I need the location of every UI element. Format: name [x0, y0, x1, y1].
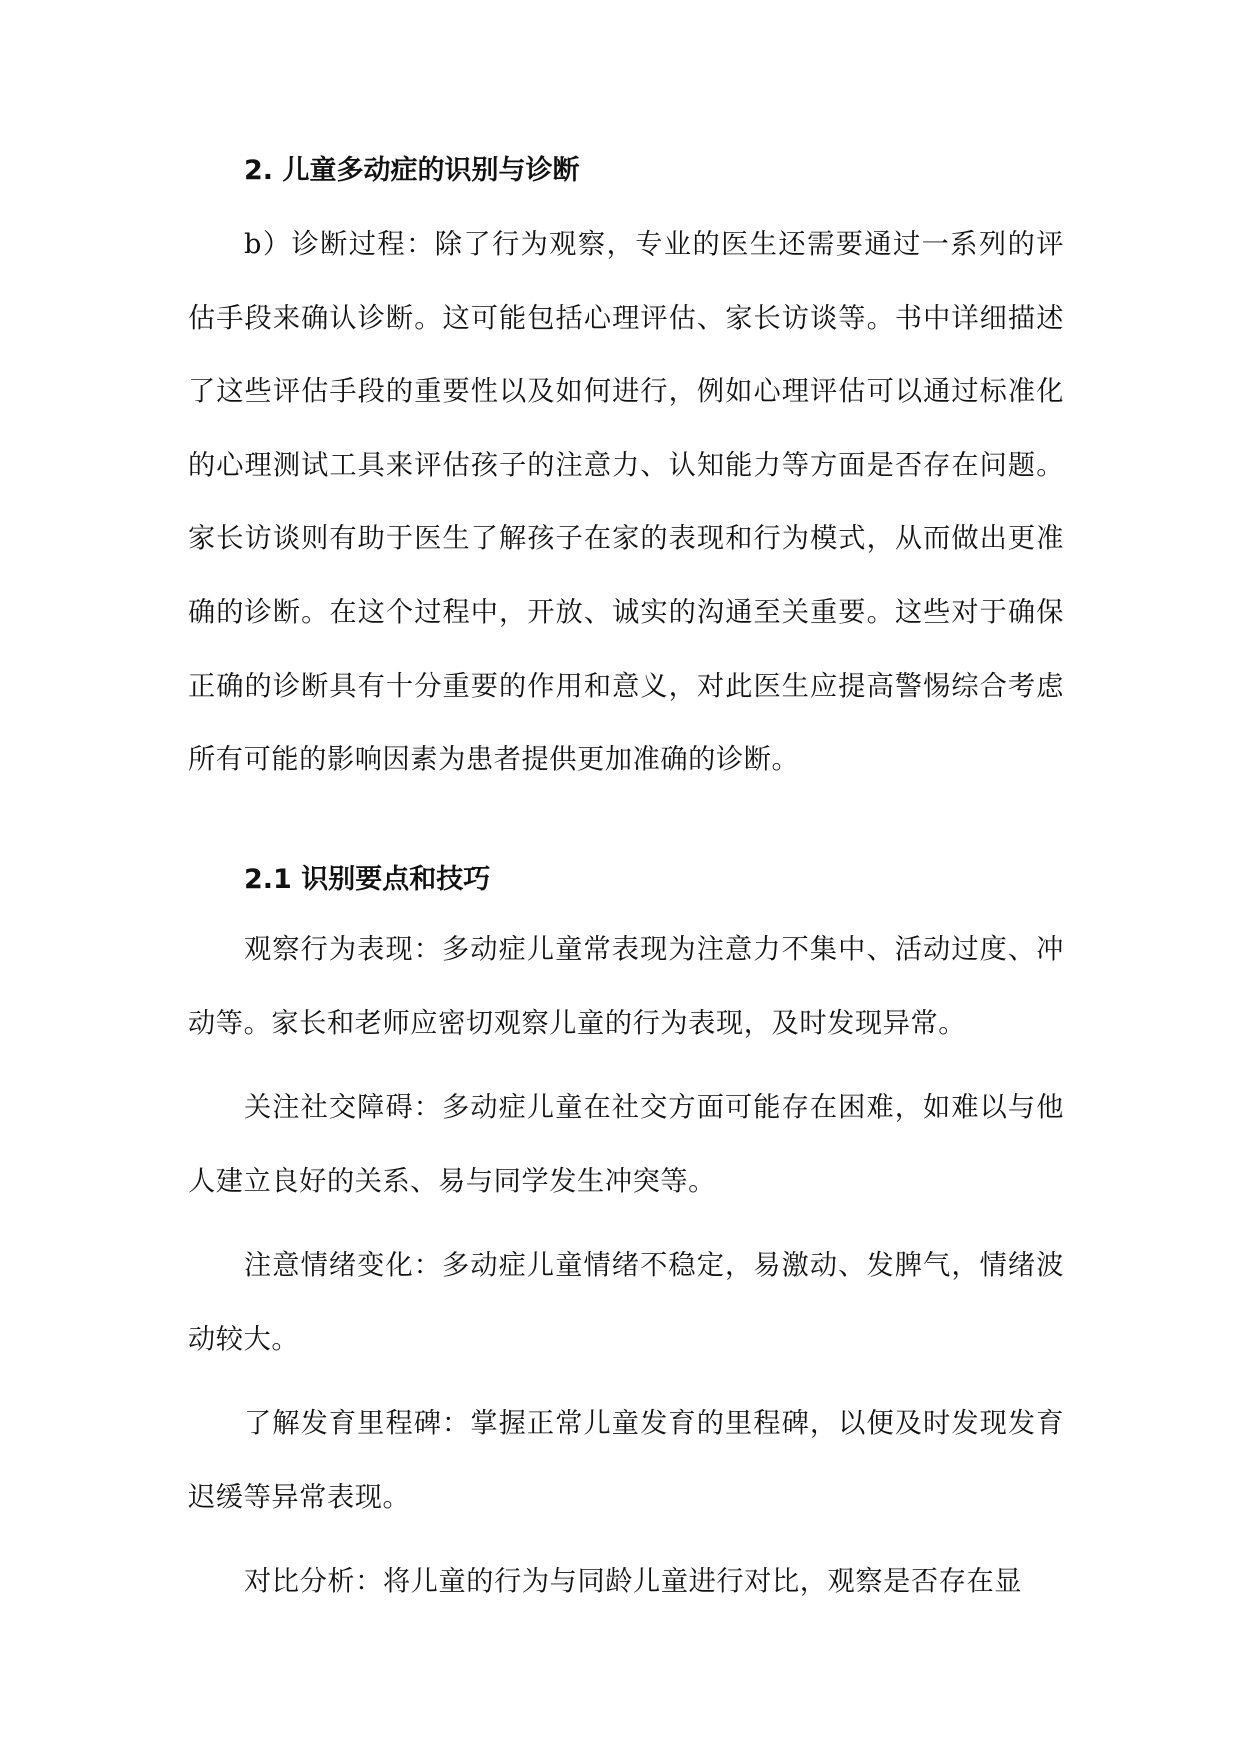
- comparison-paragraph: 对比分析：将儿童的行为与同龄儿童进行对比，观察是否存在显: [244, 1566, 1023, 1597]
- milestone-paragraph: 了解发育里程碑：掌握正常儿童发育的里程碑，以便及时发现发育迟缓等异常表现。: [188, 1408, 1064, 1513]
- emotion-change-paragraph: 注意情绪变化：多动症儿童情绪不稳定，易激动、发脾气，情绪波动较大。: [188, 1250, 1064, 1355]
- section-heading: 2. 儿童多动症的识别与诊断: [244, 155, 580, 186]
- subsection-heading: 2.1 识别要点和技巧: [244, 864, 491, 895]
- diagnosis-process-paragraph: b）诊断过程：除了行为观察，专业的医生还需要通过一系列的评估手段来确认诊断。这可能包括心理评估、家长访谈等。书中详细描述了这些评估手段的重要性以及如何进行，例如心理评估可以通过标准化的心理测试工具来评估孩子的注意力、认知能力等方面是否存在问题。家长访谈则有助于医生了解孩子在家的表现和行为模式，从而做出更准确的诊断。在这个过程中，开放、诚实的沟通至关重要。这些对于确保正确的诊断具有十分重要的作用和意义，对此医生应提高警惕综合考虑所有可能的影响因素为患者提供更加准确的诊断。: [188, 229, 1064, 776]
- social-difficulty-paragraph: 关注社交障碍：多动症儿童在社交方面可能存在困难，如难以与他人建立良好的关系、易与同学发生冲突等。: [188, 1092, 1064, 1197]
- observe-behavior-paragraph: 观察行为表现：多动症儿童常表现为注意力不集中、活动过度、冲动等。家长和老师应密切观察儿童的行为表现，及时发现异常。: [188, 934, 1064, 1039]
